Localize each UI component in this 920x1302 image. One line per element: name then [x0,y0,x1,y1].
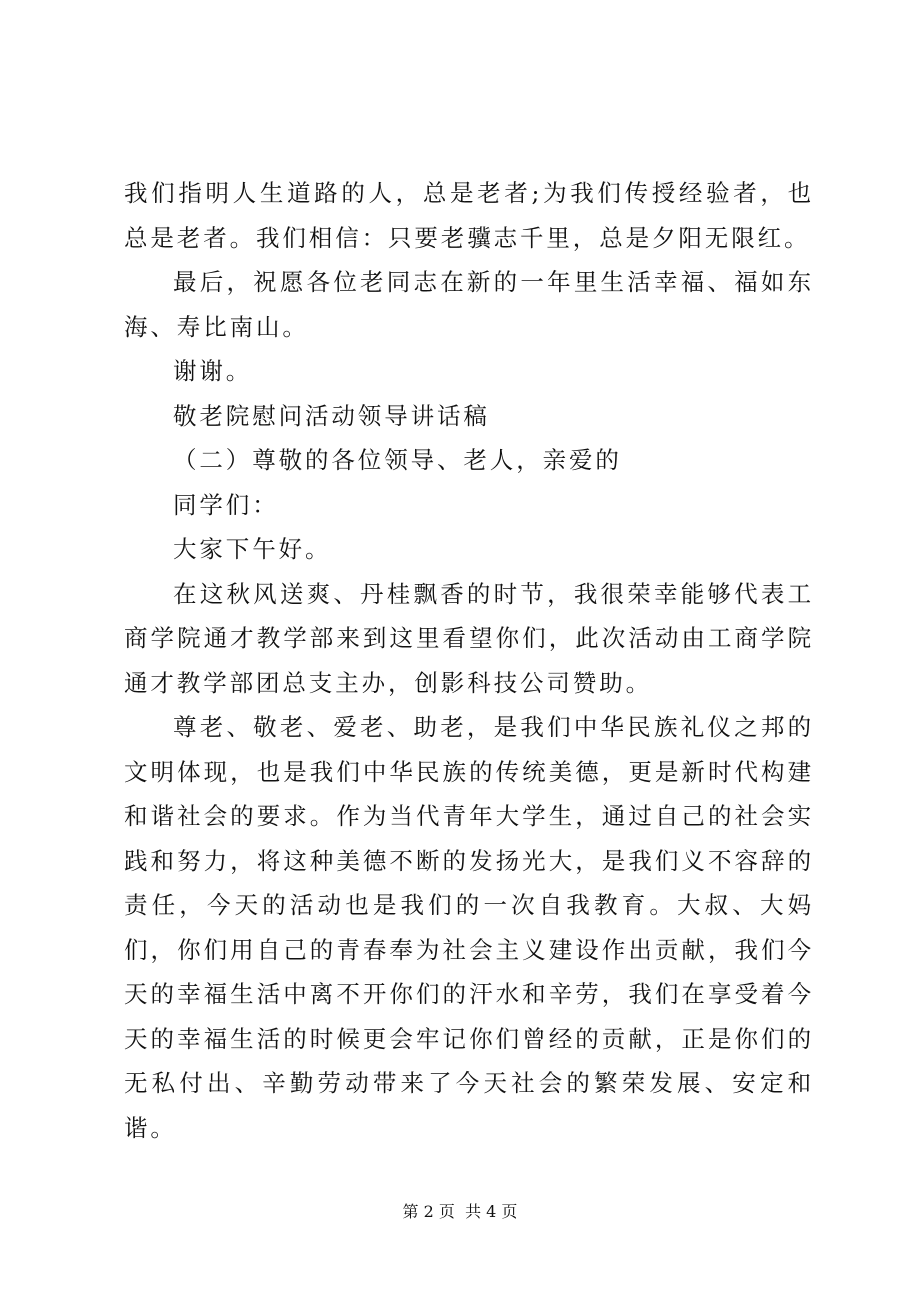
page-number-label: 第 2 页 共 4 页 [402,1202,518,1221]
paragraph-6: 同学们： [173,490,279,519]
paragraph-1: 我们指明人生道路的人，总是老者;为我们传授经验者，也总是老者。我们相信：只要老骥志千里，总是夕阳无限红。 [124,179,814,252]
paragraph-2: 最后，祝愿各位老同志在新的一年里生活幸福、福如东海、寿比南山。 [124,268,814,341]
paragraph-3: 谢谢。 [173,357,253,385]
paragraph-5: （二）尊敬的各位领导、老人，亲爱的 [173,446,622,474]
paragraph-9: 尊老、敬老、爱老、助老，是我们中华民族礼仪之邦的文明体现，也是我们中华民族的传统美德，更是新时代构建和谐社会的要求。作为当代青年大学生，通过自己的社会实践和努力，将这种美德不断的发扬光大，是我们义不容辞的责任，今天的活动也是我们的一次自我教育。大叔、大妈们，你们用自己的青春奉为社会主义建设作出贡献，我们今天的幸福生活中离不开你们的汗水和辛劳，我们在享受着今天的幸福生活的时候更会牢记你们曾经的贡献，正是你们的无私付出、辛勤劳动带来了今天社会的繁荣发展、安定和谐。 [124,713,814,1142]
page-footer [0,1200,920,1224]
document-body [124,171,814,1150]
paragraph-8: 在这秋风送爽、丹桂飘香的时节，我很荣幸能够代表工商学院通才教学部来到这里看望你们，此次活动由工商学院通才教学部团总支主办，创影科技公司赞助。 [124,579,814,697]
section-title: 敬老院慰问活动领导讲话稿 [173,401,490,430]
paragraph-7: 大家下午好。 [173,535,332,563]
